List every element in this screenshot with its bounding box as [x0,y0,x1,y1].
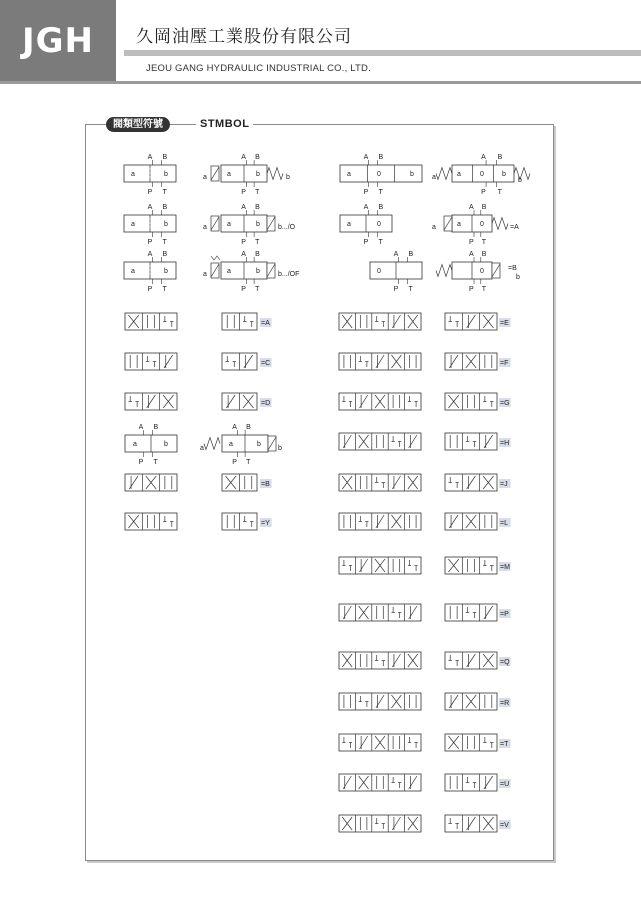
suffix-eq-e: =E [500,320,509,327]
port-label-a: A [147,154,153,161]
suffix-eq-v: =V [500,822,509,829]
actuator-label-b: b [518,177,522,184]
position-label-0: 0 [480,268,484,275]
port-label-t: T [481,239,487,246]
spring-icon [436,168,452,180]
port-label-a: A [147,251,153,258]
actuator-label-b: b [278,445,282,452]
actuator-label-a: a [203,174,207,181]
suffix-eq-b: =B [261,481,270,488]
suffix-eq-f: =F [500,360,509,367]
port-label-a: A [469,251,474,258]
port-label-b: B [246,424,251,431]
actuator-label-a: a [432,174,436,181]
suffix-eq-y: =Y [261,520,270,527]
position-label-b: b [164,171,168,178]
port-label-t: T [497,189,502,196]
suffix-eq-a-top: =A [510,224,519,231]
port-label-p: P [147,286,153,293]
port-label-p: P [147,239,153,246]
position-label-b: b [164,441,168,448]
port-label-b: B [255,154,260,161]
port-label-b: B [378,154,384,161]
spring-icon [204,438,220,450]
port-label-p: P [147,189,153,196]
position-label-b: b [410,171,414,178]
port-label-p: P [241,286,246,293]
port-label-b: B [255,204,260,211]
port-label-b: B [408,251,414,258]
actuator-label-b: b [286,174,290,181]
port-label-b: B [378,204,384,211]
port-label-p: P [363,189,369,196]
spring-icon [436,265,452,277]
valve-symbol-left [125,513,177,530]
position-label-a: a [347,221,351,228]
suffix-eq-a: =A [261,320,270,327]
position-label-a: a [131,268,135,275]
port-label-p: P [469,239,474,246]
port-label-a: A [393,251,399,258]
port-label-t: T [378,189,383,196]
port-label-a: A [363,154,369,161]
port-label-t: T [255,286,260,293]
port-label-t: T [246,459,251,466]
suffix-eq-c: =C [261,360,271,367]
port-label-a: A [241,154,246,161]
valve-symbol-left [125,353,177,370]
port-label-t: T [162,239,167,246]
port-label-t: T [162,189,167,196]
suffix-eq-j: =J [500,481,508,488]
port-label-t: T [162,286,167,293]
port-label-t: T [481,286,487,293]
port-label-b: B [162,204,168,211]
port-label-a: A [138,424,144,431]
port-label-t: T [153,459,158,466]
position-label-b: b [256,268,260,275]
actuator-label-a: a [203,224,207,231]
position-label-b: b [502,171,506,178]
position-label-a: a [227,221,231,228]
suffix-b-of: b.../OF [278,271,300,278]
suffix-eq-g: =G [500,400,510,407]
company-logo: JGH [21,20,94,61]
port-label-b: B [481,204,487,211]
detent-icon [211,256,220,260]
position-label-a: a [229,441,233,448]
port-label-a: A [363,204,369,211]
port-label-t: T [408,286,413,293]
port-label-p: P [241,239,246,246]
valve-symbol-medium [445,604,497,621]
valve-symbol-medium [445,433,497,450]
section-badge: 閥類型符號 [106,117,170,132]
suffix-eq-p: =P [500,611,509,618]
valve-symbol-medium [445,734,497,751]
position-label-a: a [131,171,135,178]
port-label-b: B [153,424,159,431]
port-label-p: P [469,286,474,293]
valve-symbol-medium [445,774,497,791]
port-label-a: A [147,204,153,211]
spring-icon [492,218,508,230]
position-label-a: a [457,221,461,228]
suffix-eq-l: =L [500,520,508,527]
valve-symbol-medium [445,393,497,410]
actuator-label-a: a [200,445,204,452]
port-label-b: B [497,154,503,161]
port-label-p: P [393,286,399,293]
section-title: STMBOL [196,118,253,130]
position-label-b: b [164,221,168,228]
suffix-eq-h: =H [500,440,510,447]
port-label-a: A [232,424,237,431]
suffix-eq-q: =Q [500,659,510,666]
port-label-t: T [378,239,383,246]
port-label-p: P [138,459,144,466]
company-name-en: JEOU GANG HYDRAULIC INDUSTRIAL CO., LTD. [146,63,371,74]
actuator-label-a: a [203,271,207,278]
port-label-b: B [162,154,168,161]
position-label-a: a [347,171,351,178]
port-label-b: B [255,251,260,258]
position-label-0: 0 [377,268,381,275]
position-label-a: a [457,171,461,178]
suffix-eq-d: =D [261,400,271,407]
port-label-p: P [363,239,369,246]
position-label-a: a [227,171,231,178]
port-label-a: A [469,204,474,211]
port-label-t: T [255,239,260,246]
port-label-p: P [241,189,246,196]
port-label-a: A [241,251,246,258]
suffix-eq-t: =T [500,741,509,748]
valve-symbol-medium [445,557,497,574]
suffix-eq-r: =R [500,700,510,707]
spring-icon [514,168,530,180]
company-name-zh: 久岡油壓工業股份有限公司 [136,27,352,47]
suffix-b-o: b.../O [278,224,296,231]
actuator-label-b: b [516,274,520,281]
suffix-eq-u: =U [500,781,510,788]
port-label-b: B [481,251,487,258]
position-label-b: b [256,171,260,178]
actuator-label-a: a [432,224,436,231]
port-label-p: P [481,189,486,196]
position-label-0: 0 [480,221,484,228]
port-label-a: A [241,204,246,211]
position-label-a: a [227,268,231,275]
suffix-eq-b-top: =B [508,265,517,272]
position-label-b: b [257,441,261,448]
port-label-t: T [255,189,260,196]
suffix-eq-m: =M [500,564,510,571]
position-label-a: a [131,221,135,228]
position-label-0: 0 [377,221,381,228]
position-label-b: b [164,268,168,275]
position-label-0: 0 [377,171,381,178]
port-label-b: B [162,251,168,258]
position-label-b: b [256,221,260,228]
port-label-a: A [481,154,486,161]
port-label-p: P [232,459,237,466]
spring-icon [267,168,283,180]
valve-symbol-left [125,313,177,330]
position-label-0: 0 [480,171,484,178]
position-label-a: a [133,441,137,448]
